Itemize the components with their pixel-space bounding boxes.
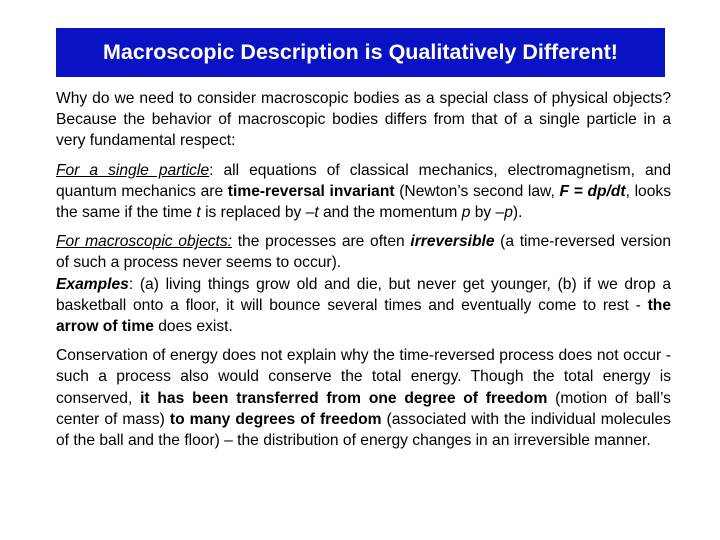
variable-minus-p: p xyxy=(504,204,513,222)
time-reversal-invariant-term: time-reversal invariant xyxy=(227,182,395,200)
single-particle-text-2: (Newton’s second law, xyxy=(394,182,560,200)
single-particle-text-3: , looks the same if the time xyxy=(56,182,671,222)
conservation-paragraph xyxy=(56,345,671,451)
macroscopic-lead: For macroscopic objects: xyxy=(56,233,233,251)
many-degrees-term: to many degrees of freedom xyxy=(169,410,382,428)
single-particle-paragraph xyxy=(56,160,671,224)
single-particle-text-6: by – xyxy=(470,204,505,222)
single-particle-text-7: ). xyxy=(512,204,523,222)
single-particle-text-5: and the momentum xyxy=(318,204,462,222)
newton-equation: F = dp/dt xyxy=(559,182,626,200)
slide-body xyxy=(56,88,671,459)
macroscopic-text-2: (a time-reversed version of such a process never seems to occur). xyxy=(56,233,671,272)
intro-text: Why do we need to consider macroscopic bodies as a special class of physical objects? Because the behavior of macroscopic bodies differs from that of a single particle in a very fundamental respect: xyxy=(56,90,671,150)
intro-paragraph xyxy=(56,88,671,152)
examples-text-1: : (a) living things grow old and die, but never get younger, (b) if we drop a basketball onto a floor, it will bounce several times and eventually come to rest - xyxy=(56,275,671,314)
title-banner xyxy=(56,28,665,77)
examples-lead: Examples xyxy=(56,275,129,293)
arrow-of-time-term: the arrow of time xyxy=(56,296,671,336)
variable-minus-t: t xyxy=(314,204,319,222)
variable-t: t xyxy=(196,204,201,222)
examples-paragraph xyxy=(56,274,671,338)
transferred-term: it has been transferred from one degree of freedom xyxy=(140,389,548,407)
single-particle-text-1: : all equations of classical mechanics, electromagnetism, and quantum mechanics are xyxy=(56,161,671,200)
single-particle-lead: For a single particle xyxy=(56,161,210,179)
macroscopic-text-1: the processes are often xyxy=(232,233,411,251)
irreversible-term: irreversible xyxy=(410,233,495,251)
single-particle-text-4: is replaced by – xyxy=(200,204,315,222)
examples-text-2: does exist. xyxy=(153,318,233,336)
variable-p: p xyxy=(461,204,471,222)
macroscopic-paragraph xyxy=(56,231,671,273)
slide-title: Macroscopic Description is Qualitatively Different! xyxy=(103,40,618,64)
conservation-text-3: (associated with the individual molecules of the ball and the floor) – the distribution of energy changes in an irreversible manner. xyxy=(56,410,671,450)
conservation-text-2: (motion of ball’s center of mass) xyxy=(56,389,671,428)
conservation-text-1: Conservation of energy does not explain why the time-reversed process does not occur - such a process also would conserve the total energy. Though the total energy is conserved, xyxy=(56,347,671,407)
